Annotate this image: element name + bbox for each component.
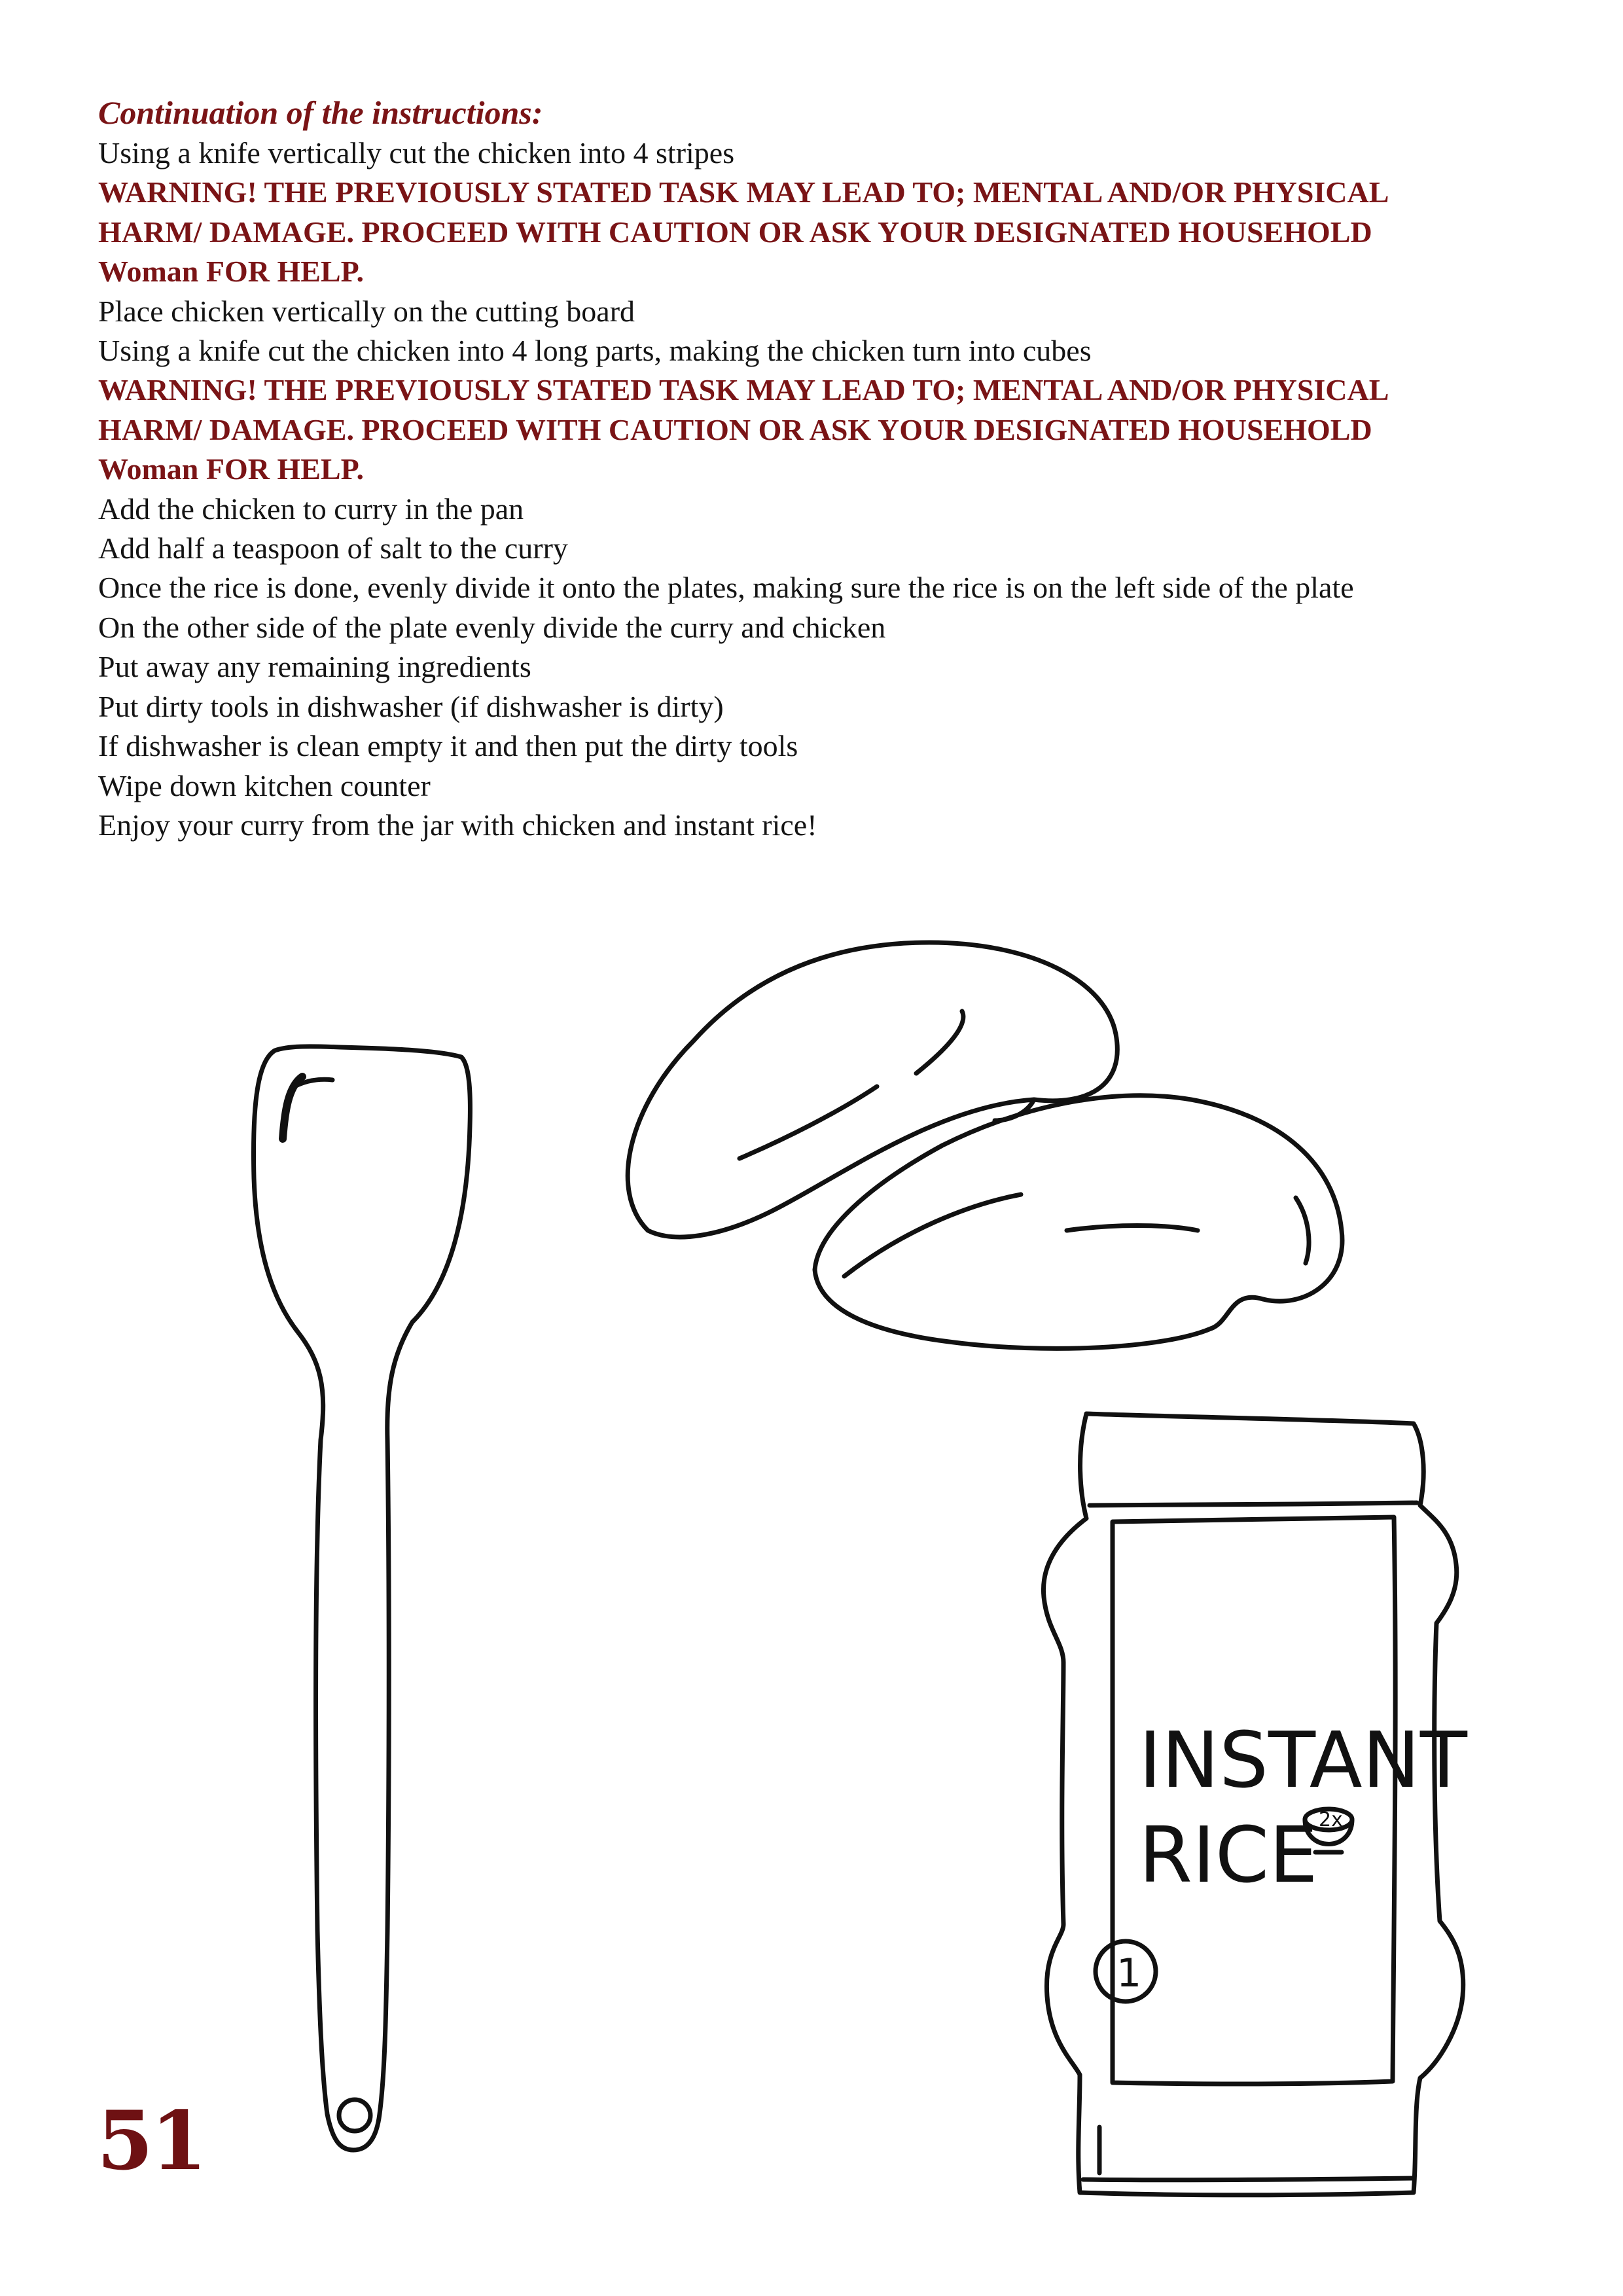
instruction-step: Add half a teaspoon of salt to the curry (98, 531, 568, 565)
chicken-breasts-drawing (628, 942, 1342, 1348)
page-heading: Continuation of the instructions: (98, 94, 543, 131)
instruction-step: Enjoy your curry from the jar with chicken and instant rice! (98, 808, 817, 842)
package-label-line1: INSTANT (1139, 1715, 1467, 1805)
package-number: 1 (1116, 1950, 1142, 1996)
instruction-step: Put away any remaining ingredients (98, 650, 531, 684)
package-label-line2: RICE (1139, 1810, 1318, 1900)
warning-line: WARNING! THE PREVIOUSLY STATED TASK MAY LEAD TO; MENTAL AND/OR PHYSICAL (98, 373, 1389, 407)
warning-line: HARM/ DAMAGE. PROCEED WITH CAUTION OR ASK YOUR DESIGNATED HOUSEHOLD (98, 215, 1372, 249)
instant-rice-package-drawing (1043, 1414, 1467, 2195)
instruction-step: Wipe down kitchen counter (98, 768, 431, 802)
warning-line: Woman FOR HELP. (98, 452, 364, 486)
warning-line: HARM/ DAMAGE. PROCEED WITH CAUTION OR ASK YOUR DESIGNATED HOUSEHOLD (98, 412, 1372, 446)
instruction-step: On the other side of the plate evenly divide the curry and chicken (98, 610, 886, 644)
instruction-step: If dishwasher is clean empty it and then put the dirty tools (98, 729, 798, 763)
instruction-step: Add the chicken to curry in the pan (98, 492, 524, 526)
instruction-step: Place chicken vertically on the cutting board (98, 294, 635, 328)
page-number: 51 (97, 2094, 205, 2189)
instruction-step: Using a knife vertically cut the chicken into 4 stripes (98, 136, 735, 170)
instruction-step: Put dirty tools in dishwasher (if dishwasher is dirty) (98, 689, 724, 723)
spatula-drawing (253, 1047, 470, 2150)
instruction-step: Using a knife cut the chicken into 4 long parts, making the chicken turn into cubes (98, 334, 1092, 368)
warning-line: Woman FOR HELP. (98, 255, 364, 289)
warning-line: WARNING! THE PREVIOUSLY STATED TASK MAY LEAD TO; MENTAL AND/OR PHYSICAL (98, 175, 1389, 209)
package-badge: 2x (1319, 1808, 1343, 1831)
instruction-step: Once the rice is done, evenly divide it onto the plates, making sure the rice is on the left side of the plate (98, 571, 1354, 605)
